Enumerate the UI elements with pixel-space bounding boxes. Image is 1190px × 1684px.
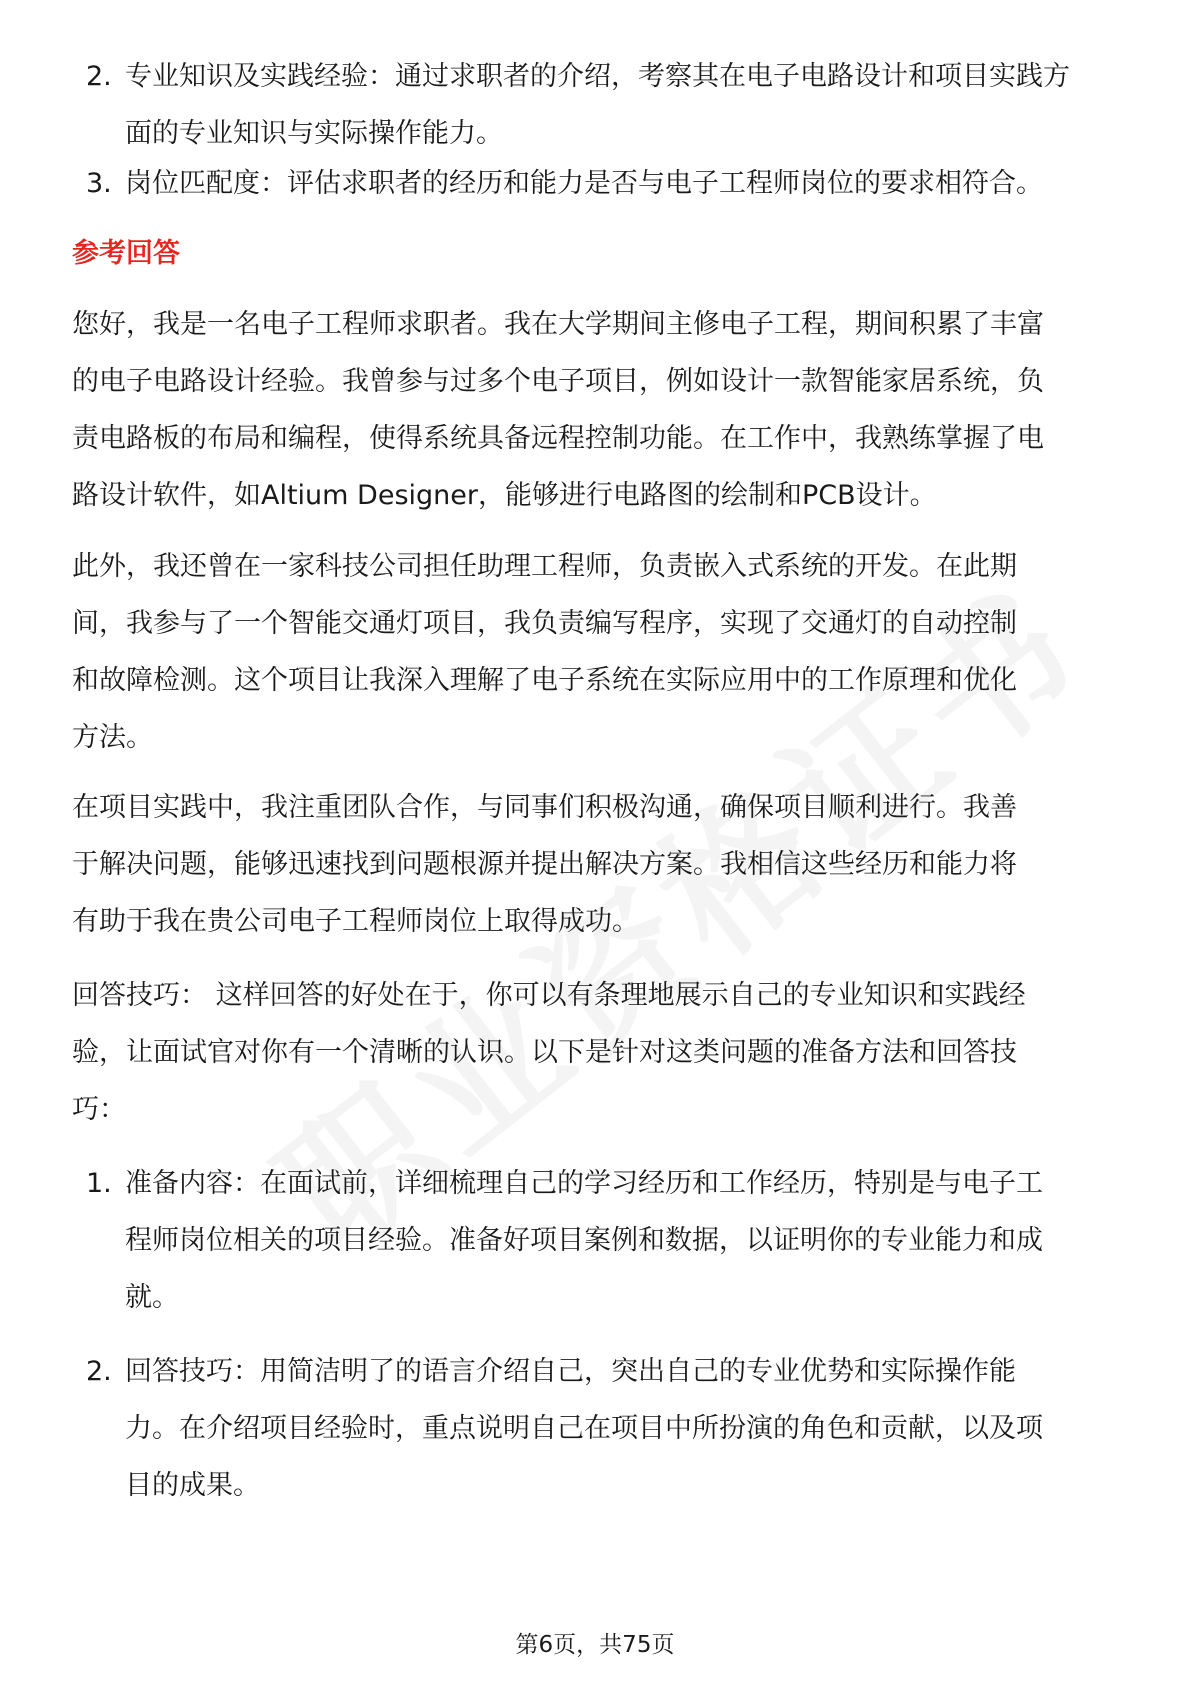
list-number: 1. (86, 1168, 112, 1199)
list-number: 2. (86, 61, 112, 92)
answer-paragraph: 此外，我还曾在一家科技公司担任助理工程师，负责嵌入式系统的开发。在此期间，我参与了一个智能交通灯项目，我负责编写程序，实现了交通灯的自动控制和故障检测。这个项目让我深入理解了电子系统在实际应用中的工作原理和优化方法。 (72, 551, 1017, 753)
tips-paragraph: 回答技巧： 这样回答的好处在于，你可以有条理地展示自己的专业知识和实践经验，让面试官对你有一个清晰的认识。以下是针对这类问题的准备方法和回答技巧： (72, 980, 1026, 1125)
list-number: 2. (86, 1356, 112, 1387)
answer-paragraph: 在项目实践中，我注重团队合作，与同事们积极沟通，确保项目顺利进行。我善于解决问题，能够迅速找到问题根源并提出解决方案。我相信这些经历和能力将有助于我在贵公司电子工程师岗位上取得成功。 (72, 792, 1017, 937)
section-heading: 参考回答 (72, 238, 180, 269)
list-number: 3. (86, 168, 112, 199)
answer-paragraph: 您好，我是一名电子工程师求职者。我在大学期间主修电子工程，期间积累了丰富的电子电路设计经验。我曾参与过多个电子项目，例如设计一款智能家居系统，负责电路板的布局和编程，使得系统具备远程控制功能。在工作中，我熟练掌握了电路设计软件，如Altium Designer，能够进行电路图的绘制和PCB设计。 (72, 309, 1044, 511)
page-footer: 第6页，共75页 (515, 1632, 675, 1658)
list-text: 回答技巧：用简洁明了的语言介绍自己，突出自己的专业优势和实际操作能力。在介绍项目经验时，重点说明自己在项目中所扮演的角色和贡献，以及项目的成果。 (125, 1356, 1043, 1501)
list-text: 岗位匹配度：评估求职者的经历和能力是否与电子工程师岗位的要求相符合。 (125, 168, 1043, 199)
list-text: 专业知识及实践经验：通过求职者的介绍，考察其在电子电路设计和项目实践方面的专业知识与实际操作能力。 (125, 61, 1070, 149)
list-text: 准备内容：在面试前，详细梳理自己的学习经历和工作经历，特别是与电子工程师岗位相关的项目经验。准备好项目案例和数据，以证明你的专业能力和成就。 (125, 1168, 1043, 1313)
